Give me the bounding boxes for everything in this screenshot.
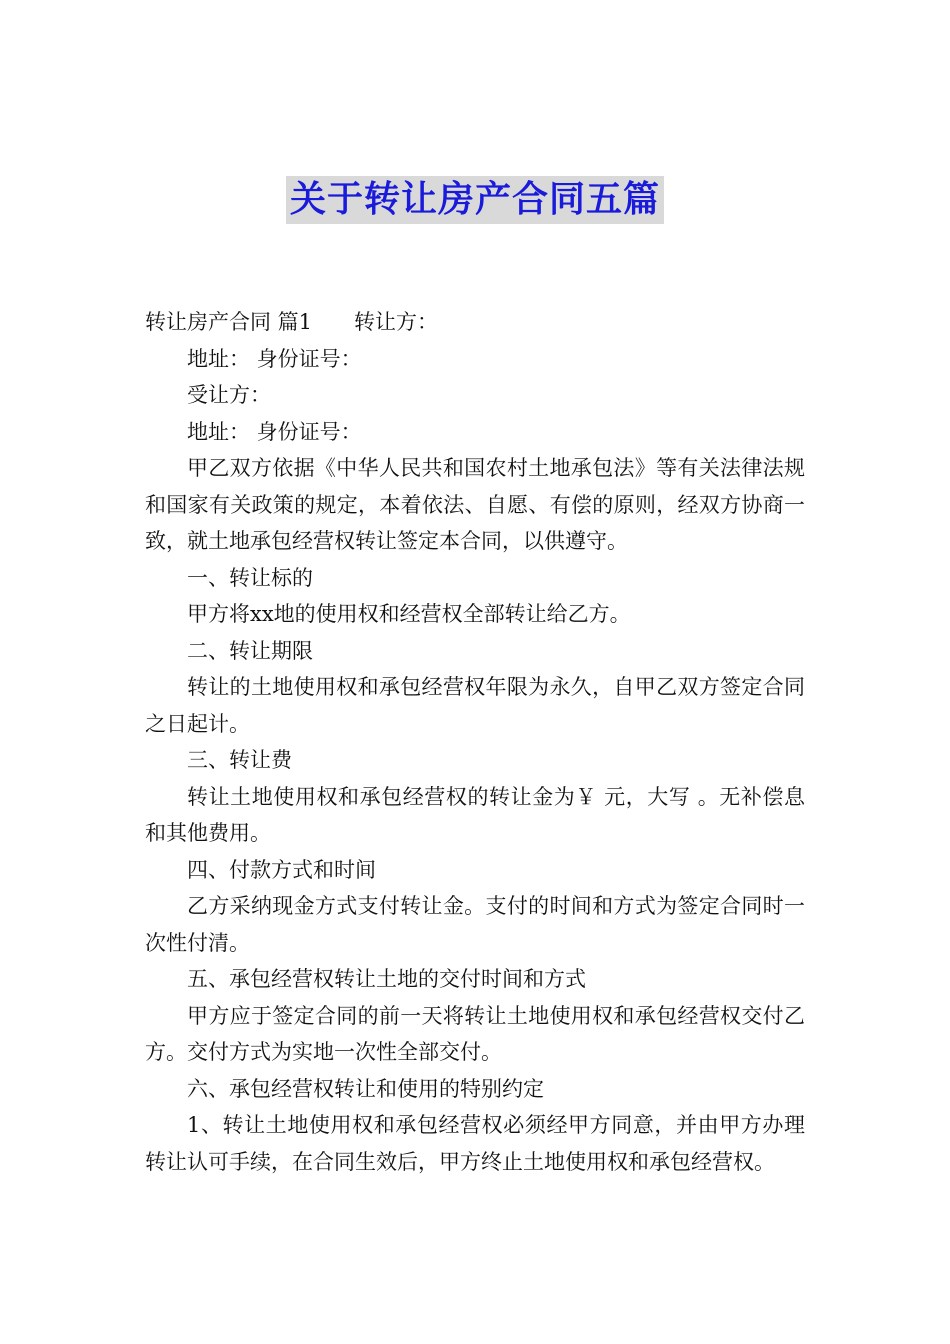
section-heading-6: 六、承包经营权转让和使用的特别约定 <box>187 1076 544 1101</box>
paragraph-section-3: 转让土地使用权和承包经营权的转让金为￥ 元，大写 。无补偿息和其他费用。 <box>145 784 805 845</box>
paragraph-section-6-item-1: 1、转让土地使用权和承包经营权必须经甲方同意，并由甲方办理转让认可手续，在合同生效后，甲方终止土地使用权和承包经营权。 <box>145 1113 805 1174</box>
section-heading-3: 三、转让费 <box>187 748 292 772</box>
paragraph-section-5: 甲方应于签定合同的前一天将转让土地使用权和承包经营权交付乙方。交付方式为实地一次性全部交付。 <box>145 1003 805 1064</box>
title-wrap <box>0 176 950 224</box>
paragraph-transferee-address: 地址： 身份证号： <box>187 419 362 444</box>
paragraph-transferor-address: 地址： 身份证号： <box>187 346 362 371</box>
section-heading-2: 二、转让期限 <box>187 638 313 663</box>
paragraph-preamble: 甲乙双方依据《中华人民共和国农村土地承包法》等有关法律法规和国家有关政策的规定，本着依法、自愿、有偿的原则，经双方协商一致，就土地承包经营权转让签定本合同，以供遵守。 <box>145 456 805 553</box>
section-heading-5: 五、承包经营权转让土地的交付时间和方式 <box>187 967 586 991</box>
paragraph-section-2: 转让的土地使用权和承包经营权年限为永久，自甲乙双方签定合同之日起计。 <box>145 675 805 736</box>
contract-section-label: 转让房产合同 篇1 <box>145 310 313 334</box>
paragraph-section-4: 乙方采纳现金方式支付转让金。支付的时间和方式为签定合同时一次性付清。 <box>145 894 805 955</box>
contract-header-line <box>145 304 805 341</box>
spacer <box>312 304 354 341</box>
section-heading-4: 四、付款方式和时间 <box>187 857 376 882</box>
transferor-label: 转让方： <box>354 310 439 334</box>
document-body <box>145 304 805 1180</box>
document-title: 关于转让房产合同五篇 <box>286 176 664 224</box>
section-heading-1: 一、转让标的 <box>187 565 313 590</box>
paragraph-transferee: 受让方： <box>187 383 271 407</box>
paragraph-section-1: 甲方将xx地的使用权和经营权全部转让给乙方。 <box>187 602 631 626</box>
